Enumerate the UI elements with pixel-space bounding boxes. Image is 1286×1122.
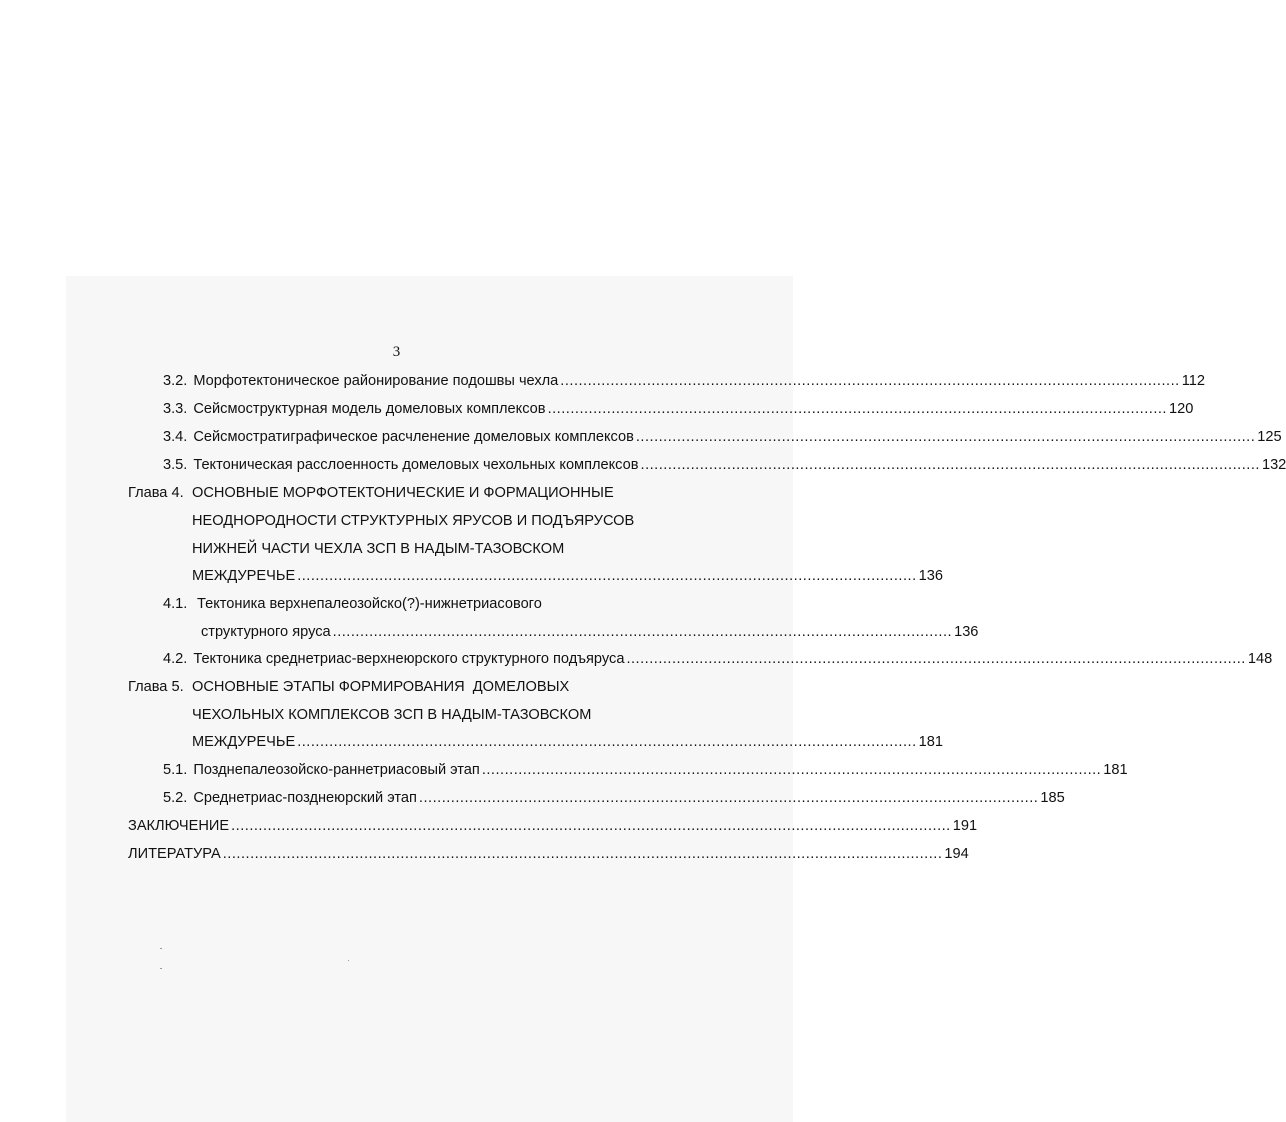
toc-entry-title: Сейсмостратиграфическое расчленение домеловых комплексов — [193, 429, 634, 445]
scan-speck — [160, 968, 162, 969]
chapter-title-line: МЕЖДУРЕЧЬЕ — [192, 568, 296, 584]
scan-speck — [348, 960, 349, 961]
toc-entry-title: ЗАКЛЮЧЕНИЕ — [128, 818, 230, 834]
toc-entry-page: 181 — [1103, 762, 1128, 778]
scan-speck — [160, 948, 162, 949]
leader-dots: .............................................................................................................................................................. — [222, 846, 943, 862]
toc-entry-3-5[interactable] — [163, 455, 1286, 475]
chapter-title-line: ОСНОВНЫЕ МОРФОТЕКТОНИЧЕСКИЕ И ФОРМАЦИОННЫЕ — [192, 485, 614, 501]
toc-entry-3-2[interactable] — [163, 371, 1205, 391]
toc-entry-page: 120 — [1169, 401, 1194, 417]
leader-dots: ........................................................................................................................................ — [626, 651, 1246, 667]
toc-entry-page: 112 — [1181, 373, 1205, 389]
toc-entry-number: 3.3. — [163, 401, 188, 417]
toc-entry-3-3[interactable] — [163, 399, 1194, 419]
toc-entry-title: ЛИТЕРАТУРА — [128, 846, 221, 862]
chapter-title-line: МЕЖДУРЕЧЬЕ — [192, 734, 296, 750]
toc-entry-title: Тектоника верхнепалеозойско(?)-нижнетриасового — [197, 596, 542, 612]
leader-dots: ........................................................................................................................................ — [418, 790, 1039, 806]
chapter-title-line: ОСНОВНЫЕ ЭТАПЫ ФОРМИРОВАНИЯ ДОМЕЛОВЫХ — [192, 679, 570, 695]
toc-entry-number: 5.2. — [163, 790, 188, 806]
leader-dots: ........................................................................................................................................ — [640, 457, 1260, 473]
chapter-title-line: НЕОДНОРОДНОСТИ СТРУКТУРНЫХ ЯРУСОВ И ПОДЪЯРУСОВ — [192, 513, 635, 529]
page-number: 3 — [392, 344, 401, 360]
chapter-number: Глава 4. — [128, 485, 184, 501]
toc-entry-number: 4.2. — [163, 651, 188, 667]
chapter-number: Глава 5. — [128, 679, 184, 695]
toc-entry-page: 191 — [952, 818, 978, 834]
leader-dots: ........................................................................................................................................ — [547, 401, 1167, 417]
toc-entry-title: Среднетриас-позднеюрский этап — [193, 790, 417, 806]
toc-entry-title: Тектоническая расслоенность домеловых чехольных комплексов — [193, 457, 639, 473]
toc-entry-number: 3.4. — [163, 429, 188, 445]
toc-entry-last-line — [201, 622, 979, 642]
chapter-title-line: НИЖНЕЙ ЧАСТИ ЧЕХЛА ЗСП В НАДЫМ-ТАЗОВСКОМ — [192, 541, 565, 557]
toc-entry-title: структурного яруса — [201, 624, 331, 640]
toc-entry-page: 194 — [944, 846, 969, 862]
leader-dots: ........................................................................................................................................ — [297, 568, 917, 584]
leader-dots: ........................................................................................................................................ — [560, 373, 1180, 389]
toc-entry-title: Сейсмоструктурная модель домеловых комплексов — [193, 401, 546, 417]
toc-entry-4-2[interactable] — [163, 649, 1273, 669]
toc-entry-3-4[interactable] — [163, 427, 1282, 447]
toc-entry-conclusion[interactable] — [128, 816, 978, 836]
toc-entry-page: 185 — [1040, 790, 1065, 806]
toc-entry-page: 136 — [954, 624, 979, 640]
toc-entry-title: Позднепалеозойско-раннетриасовый этап — [193, 762, 480, 778]
leader-dots: ........................................................................................................................................ — [635, 429, 1256, 445]
toc-entry-number: 3.5. — [163, 457, 188, 473]
toc-entry-page: 136 — [918, 568, 943, 584]
leader-dots: ........................................................................................................................................ — [297, 734, 917, 750]
toc-entry-page: 132 — [1261, 457, 1286, 473]
leader-dots: ........................................................................................................................................ — [481, 762, 1102, 778]
toc-entry-number: 5.1. — [163, 762, 188, 778]
chapter-title-last-line — [192, 732, 943, 752]
toc-entry-number: 4.1. — [163, 596, 188, 612]
toc-entry-5-2[interactable] — [163, 788, 1065, 808]
chapter-title-last-line — [192, 566, 943, 586]
leader-dots: .............................................................................................................................................................. — [231, 818, 951, 834]
toc-entry-page: 125 — [1257, 429, 1282, 445]
chapter-title-line: ЧЕХОЛЬНЫХ КОМПЛЕКСОВ ЗСП В НАДЫМ-ТАЗОВСКОМ — [192, 707, 592, 723]
toc-entry-page: 148 — [1247, 651, 1273, 667]
toc-entry-title: Морфотектоническое районирование подошвы чехла — [193, 373, 559, 389]
toc-entry-number: 3.2. — [163, 373, 188, 389]
toc-entry-page: 181 — [918, 734, 943, 750]
toc-entry-literature[interactable] — [128, 844, 969, 864]
leader-dots: ........................................................................................................................................ — [332, 624, 953, 640]
toc-entry-5-1[interactable] — [163, 760, 1128, 780]
toc-entry-title: Тектоника среднетриас-верхнеюрского структурного подъяруса — [193, 651, 625, 667]
